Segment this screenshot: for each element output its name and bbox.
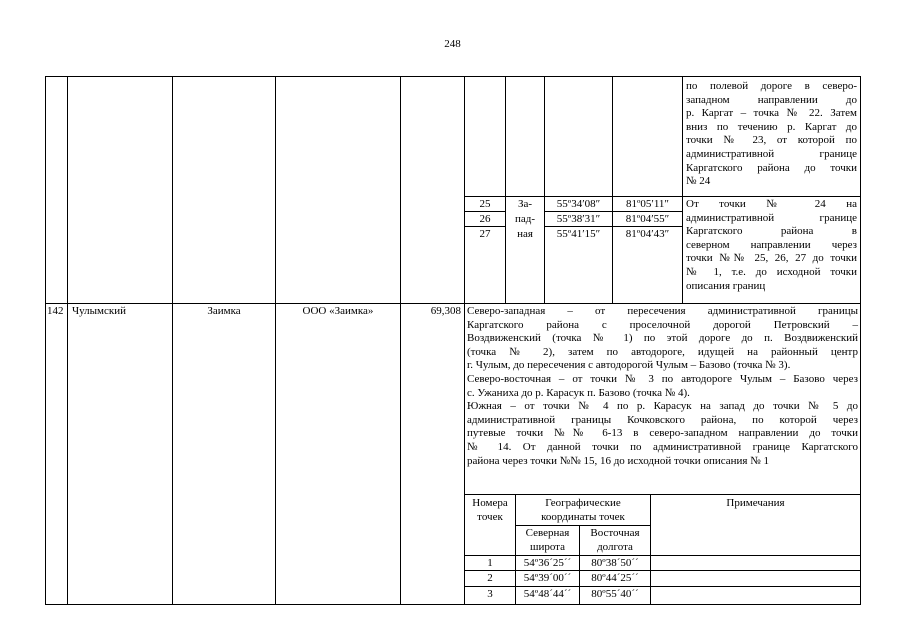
- coord-row-latitude: 54º48´44´´: [523, 588, 572, 600]
- coord-row-longitude: 80º55´40´´: [591, 588, 639, 600]
- coord-header-lon: Восточная долгота: [590, 527, 640, 553]
- coord-row-number: 3: [487, 588, 493, 600]
- points-description: От точки № 24 на административной границе Каргатского района в северном направлении через точки №№ 25, 26, 27 до точки № 1, т.е. до исходной точки описания границ: [686, 198, 857, 292]
- district-name: Чулымский: [72, 305, 127, 317]
- coord-row-longitude: 80º44´25´´: [591, 572, 639, 584]
- point-latitude: 55º34′08″: [556, 198, 601, 210]
- coord-row-latitude: 54º36´25´´: [523, 557, 572, 569]
- point-latitude: 55º38′31″: [556, 213, 601, 225]
- coord-header-lat: Северная широта: [525, 527, 570, 553]
- area-value: 69,308: [430, 305, 461, 317]
- point-longitude: 81º05′11″: [626, 198, 669, 210]
- point-longitude: 81º04′43″: [625, 228, 670, 240]
- coord-header-notes: Примечания: [726, 497, 785, 509]
- coord-header-geo: Географические координаты точек: [541, 497, 625, 523]
- coord-row-longitude: 80º38´50´´: [591, 557, 639, 569]
- side-label: ная: [517, 228, 533, 240]
- side-label: пад-: [514, 213, 536, 225]
- hunting-ground-name: Заимка: [207, 305, 241, 317]
- point-latitude: 55º41′15″: [556, 228, 601, 240]
- organization-name: ООО «Заимка»: [302, 305, 374, 317]
- side-label: За-: [517, 198, 533, 210]
- point-number: 25: [479, 198, 491, 210]
- coord-row-number: 2: [487, 572, 493, 584]
- point-number: 26: [479, 213, 491, 225]
- coord-row-latitude: 54º39´00´´: [523, 572, 572, 584]
- point-longitude: 81º04′55″: [625, 213, 670, 225]
- coord-header-number: Номера точек: [472, 497, 508, 523]
- continuation-description: по полевой дороге в северо- западном направлении до р. Каргат – точка № 22. Затем вниз по течению р. Каргат до точки № 23, от которой по административной границе Каргатского района до точки № 24: [686, 80, 857, 188]
- coord-row-number: 1: [487, 557, 493, 569]
- page-number: 248: [444, 38, 461, 50]
- row-number: 142: [47, 305, 64, 317]
- point-number: 27: [479, 228, 491, 240]
- boundary-description: Северо-западная – от пересечения административной границы Каргатского района с проселочной дорогой Петровский – Воздвиженский (точка № 1) по этой дороге до п. Воздвиженский (точка № 2), затем по автодороге, идущей на районный центр г. Чулым, до пересечения с автодорогой Чулым – Базово (точка № 3). Северо-восточная – от точки № 3 по автодороге Чулым – Базово через с. Ужаниха до р. Карасук п. Базово (точка № 4). Южная – от точки № 4 по р. Карасук на запад до точки № 5 до административной границы Кочковского района, по которой через путевые точки №№ 6-13 в северо-западном направлении до точки № 14. От данной точки по административной границе Каргатского района через точки №№ 15, 16 до исходной точки описания № 1: [467, 305, 858, 467]
